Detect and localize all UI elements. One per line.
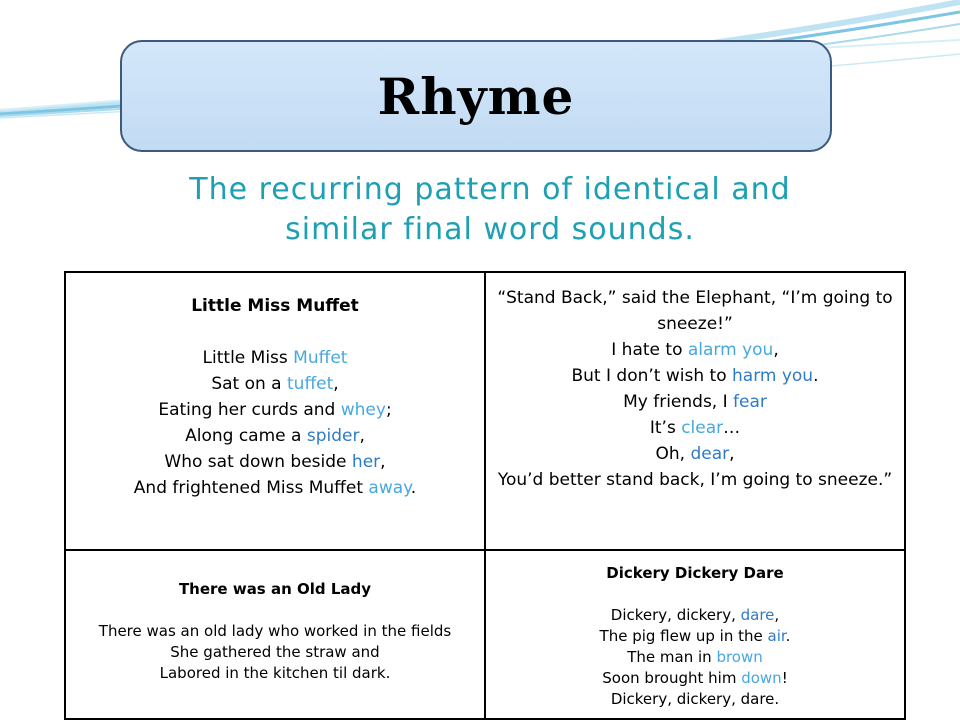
poem-line: Eating her curds and whey;: [158, 400, 392, 420]
poem-cell-elephant: [485, 272, 905, 550]
poem-line: You’d better stand back, I’m going to sneeze.”: [497, 470, 893, 490]
poem-line: Oh, dear,: [655, 444, 735, 464]
poem-cell-old-lady: [65, 550, 485, 719]
poem-table: [64, 271, 906, 720]
poem-line: She gathered the straw and: [170, 643, 380, 661]
poem-line: Soon brought him down!: [602, 669, 788, 687]
poem-line: The pig flew up in the air.: [599, 627, 791, 645]
poem-line: Who sat down beside her,: [164, 452, 386, 472]
poem-line: Little Miss Muffet: [202, 348, 348, 368]
poem-line: Dickery, dickery, dare.: [610, 690, 780, 708]
poem-cell-muffet: [65, 272, 485, 550]
title-banner: [120, 40, 832, 152]
poem-line: And frightened Miss Muffet away.: [133, 478, 417, 498]
poem-title: Little Miss Muffet: [191, 296, 359, 316]
poem-line: It’s clear…: [649, 418, 741, 438]
definition-text: The recurring pattern of identical and similar final word sounds.: [189, 172, 791, 247]
poem-line: Sat on a tuffet,: [211, 374, 339, 394]
poem-line: Labored in the kitchen til dark.: [159, 664, 391, 682]
poem-title: There was an Old Lady: [178, 580, 372, 598]
poem-line: I hate to alarm you,: [611, 340, 779, 360]
poem-title: Dickery Dickery Dare: [606, 564, 784, 582]
page-title: Rhyme: [377, 66, 575, 126]
poem-line: There was an old lady who worked in the fields: [98, 622, 452, 640]
poem-line: Along came a spider,: [185, 426, 365, 446]
poem-line: “Stand Back,” said the Elephant, “I’m going to sneeze!”: [497, 288, 893, 334]
poem-cell-dickery: [485, 550, 905, 719]
poem-line: The man in brown: [627, 648, 763, 666]
poem-line: But I don’t wish to harm you.: [571, 366, 819, 386]
poem-line: My friends, I fear: [623, 392, 767, 412]
poem-line: Dickery, dickery, dare,: [610, 606, 780, 624]
